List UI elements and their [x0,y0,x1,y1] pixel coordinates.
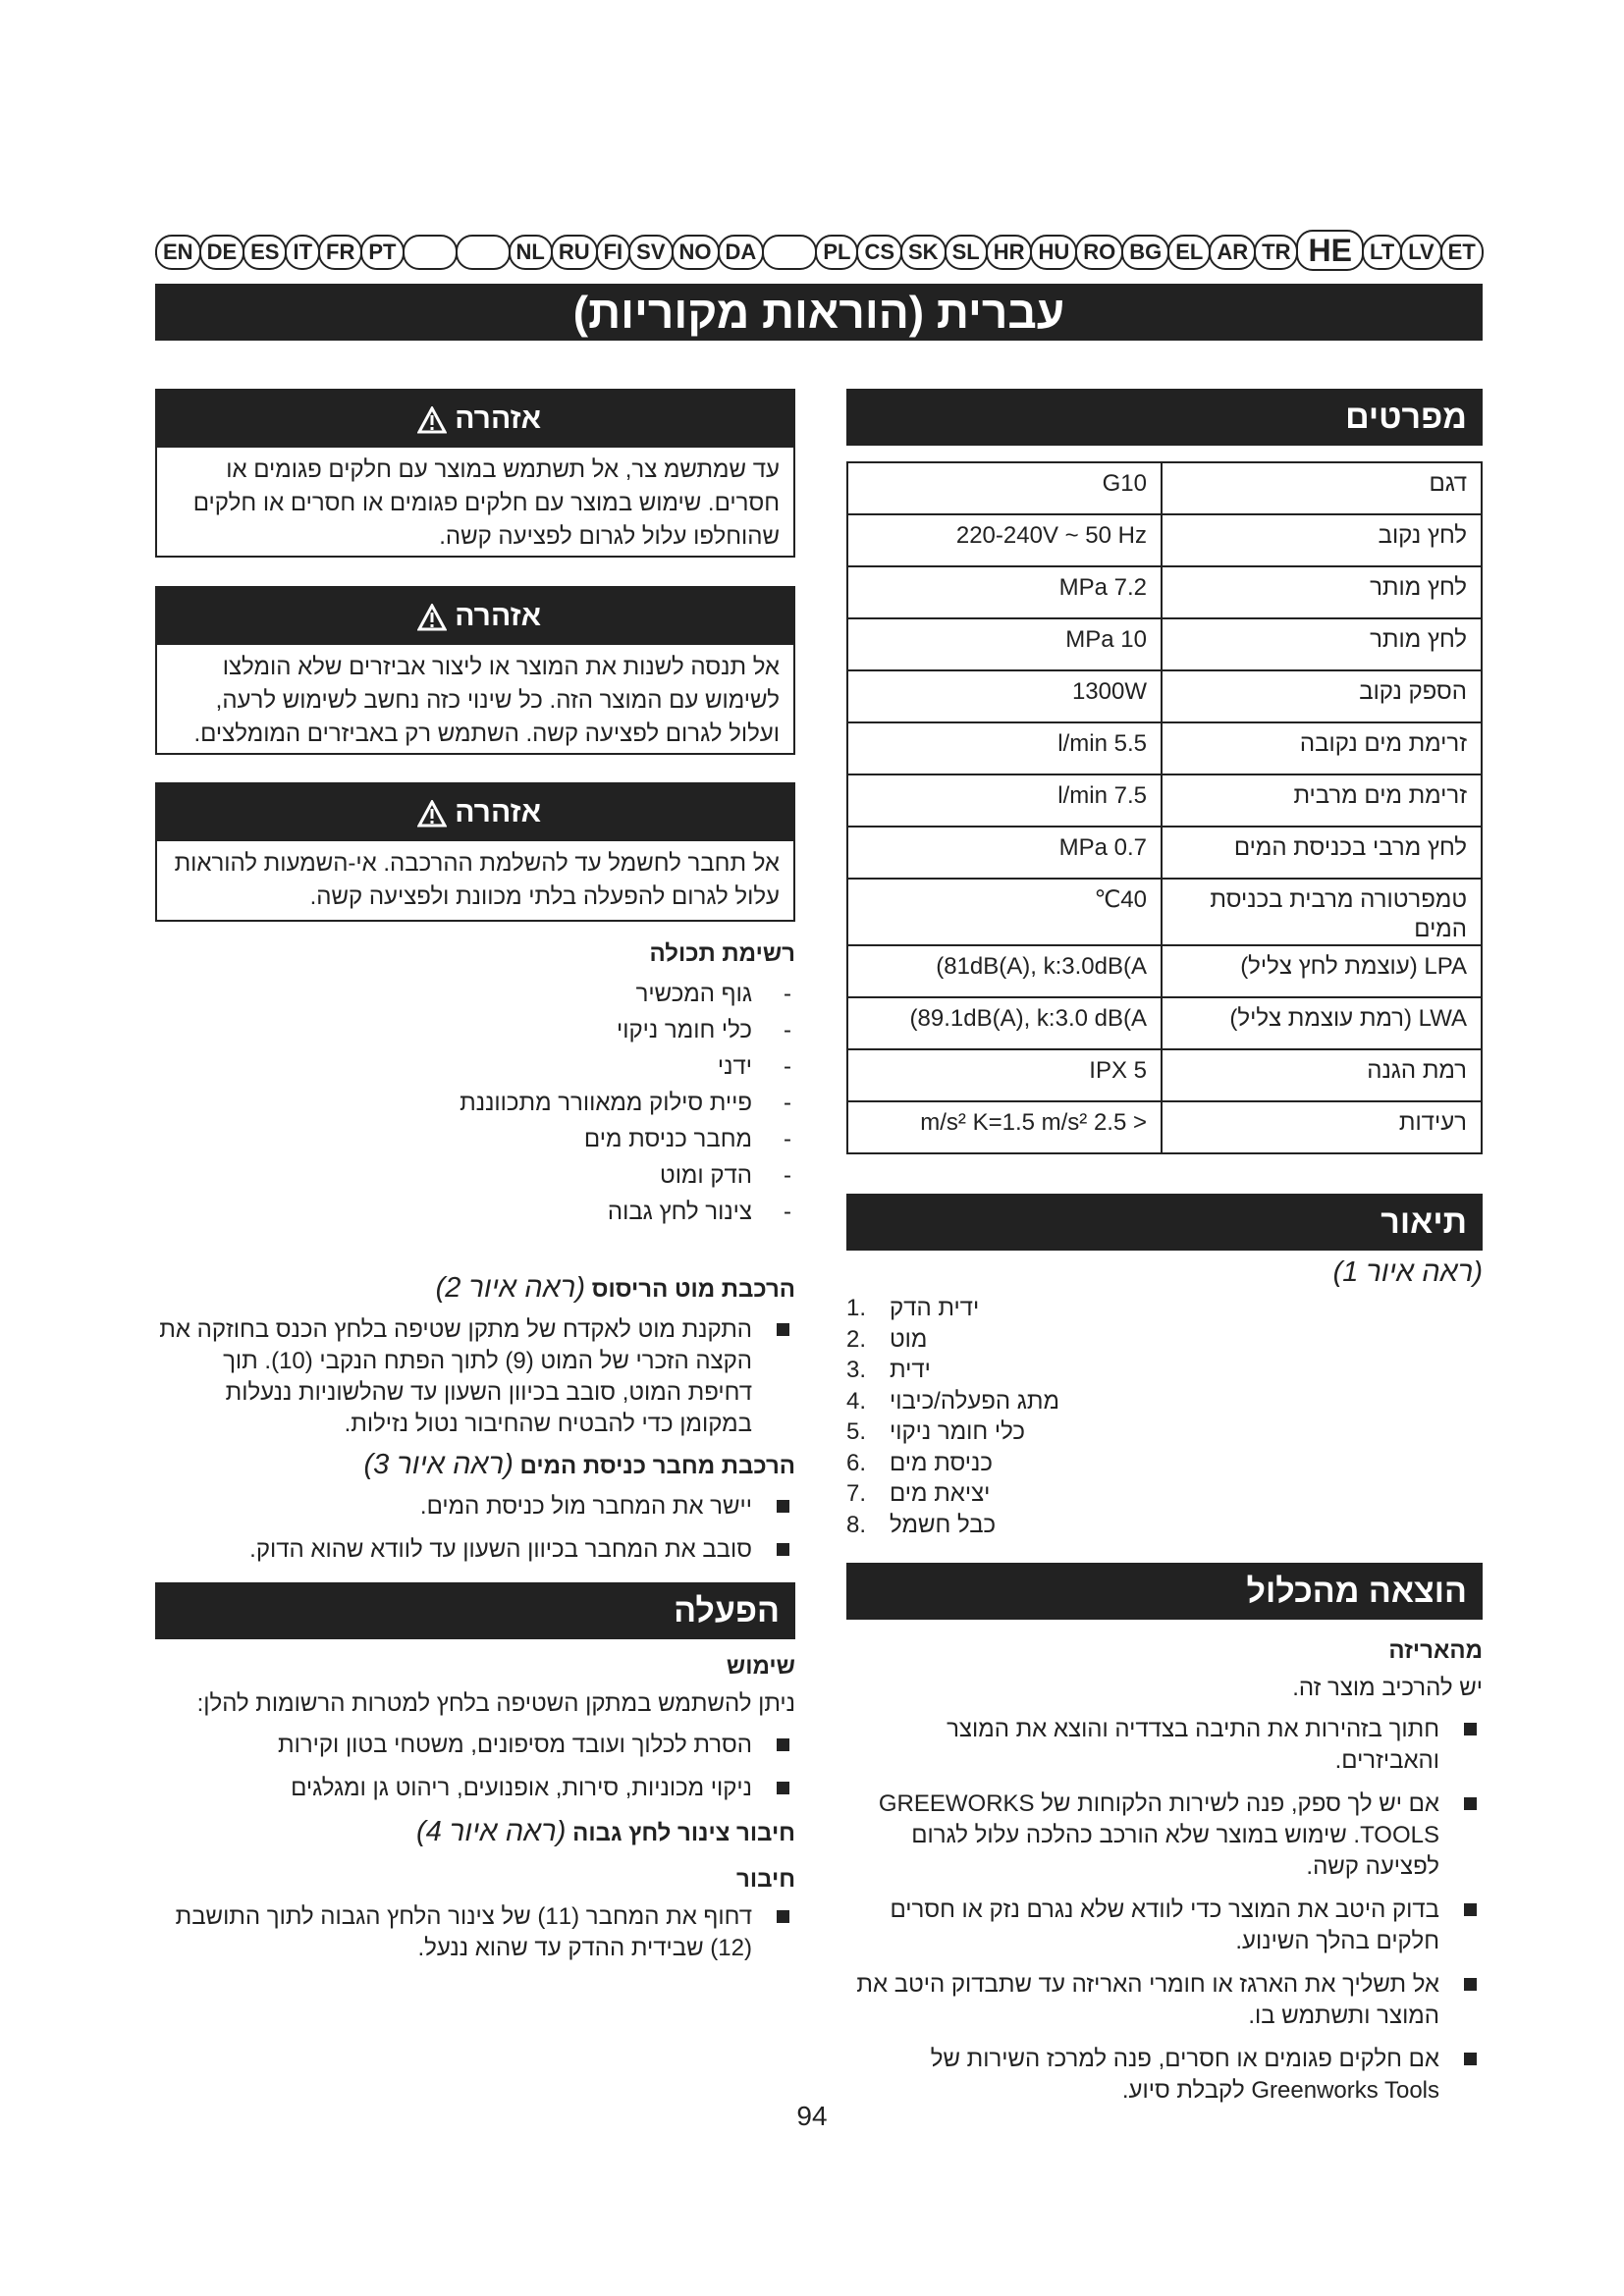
language-tab[interactable]: PL [815,235,858,270]
spec-value: MPa 10 [847,618,1162,670]
language-tab[interactable]: TR [1254,235,1298,270]
uses-list [155,1730,795,1804]
page-title: עברית (הוראות מקוריות) [155,284,1483,341]
spec-value: (81dB(A), k:3.0dB(A [847,945,1162,997]
language-tab[interactable]: AR [1209,235,1256,270]
assembly-water-list [155,1491,795,1566]
language-tab[interactable] [403,235,458,270]
language-tab[interactable]: CS [856,235,902,270]
language-tab[interactable]: NO [672,235,720,270]
spec-key: זרימת מים מרבית [1162,774,1482,827]
spec-row [847,997,1482,1049]
item-label: ידית [890,1357,931,1383]
spec-value: G10 [847,462,1162,514]
description-section [846,1194,1483,1540]
description-item [846,1448,1443,1479]
unpacking-item: חתוך בזהירות את התיבה בצדדיה והוצא את המוצר והאביזרים. [846,1714,1483,1777]
warning-header [157,784,793,841]
spec-value: l/min 5.5 [847,722,1162,774]
warning-triangle-icon [417,406,447,434]
spec-row [847,722,1482,774]
language-tab[interactable]: HR [986,235,1033,270]
use-item: ניקוי מכוניות, סירות, אופנועים, ריהוט גן ומגלגים [155,1773,795,1804]
item-label: כניסת מים [890,1449,993,1476]
unpacking-item: אם חלקים פגומים או חסרים, פנה למרכז השירות של Greenworks Tools לקבלת סיוע. [846,2044,1483,2107]
spec-row [847,945,1482,997]
unpacking-intro: יש להרכיב מוצר זה. [1292,1675,1483,1701]
spec-key: LWA (רמת עוצמת צליל) [1162,997,1482,1049]
unpacking-item: אל תשליך את הארגז או חומרי האריזה עד שתבדוק היטב את המוצר ותשתמש בו. [846,1969,1483,2032]
spec-row [847,514,1482,566]
spec-value: 220-240V ~ 50 Hz [847,514,1162,566]
connect-list [155,1901,795,1964]
item-number: 1. [846,1295,867,1321]
description-item [846,1386,1443,1417]
spec-key: לחץ מותר [1162,566,1482,618]
spec-value: ℃40 [847,879,1162,945]
language-tab[interactable]: SL [945,235,988,270]
item-number: 6. [846,1449,867,1476]
item-label: ידית הדק [890,1295,980,1321]
assembly-spray-list [155,1314,795,1440]
description-list [846,1293,1483,1540]
specs-header: מפרטים [846,389,1483,446]
description-item [846,1510,1443,1541]
assembly-spray-title: הרכבת מוט הריסוס [591,1276,795,1303]
unpacking-item: בדוק היטב את המוצר כדי לוודא שלא נגרם נזק או חסרים חלקים בהלך השינוע. [846,1895,1483,1957]
spec-row [847,1049,1482,1101]
figure-ref: (ראה איור 1) [1332,1256,1483,1288]
language-tab[interactable]: EL [1167,235,1211,270]
operation-section [155,1582,795,1976]
kit-list [155,976,795,1230]
uses-title: שימוש [726,1653,795,1680]
warning-header [157,588,793,645]
warning-triangle-icon [417,800,447,828]
item-label: יציאת מים [890,1480,991,1507]
spec-value: IPX 5 [847,1049,1162,1101]
language-tab[interactable]: NL [509,235,553,270]
language-tab-strip [155,234,1483,273]
description-item [846,1416,1443,1448]
warning-box-3 [155,782,795,922]
spec-key: דגם [1162,462,1482,514]
assembly-spray-section [155,1272,795,1452]
unpacking-subtitle: מהאריזה [1388,1637,1483,1664]
warning-title: אזהרה [455,600,542,632]
item-label: כבל חשמל [890,1511,997,1538]
spec-row [847,618,1482,670]
spec-key: לחץ מותר [1162,618,1482,670]
uses-intro: ניתן להשתמש במתקן השטיפה בלחץ למטרות הרשומות להלן: [196,1690,795,1717]
language-tab[interactable]: ES [243,235,287,270]
unpacking-list [846,1714,1483,2107]
kit-section [155,940,795,1230]
language-tab[interactable] [762,235,817,270]
specs-table [846,461,1483,1154]
kit-item: - הדק ומוט [155,1157,795,1194]
hose-title: חיבור צינור לחץ גבוה [572,1820,795,1846]
spec-key: רמת הגנה [1162,1049,1482,1101]
language-tab[interactable]: DE [199,235,245,270]
instruction-item: יישר את המחבר מול כניסת המים. [155,1491,795,1522]
language-tab[interactable]: SV [628,235,673,270]
unpacking-header: הוצאה מהכלול [846,1563,1483,1620]
specs-section [846,389,1483,1154]
description-header: תיאור [846,1194,1483,1251]
spec-row [847,462,1482,514]
spec-row [847,827,1482,879]
language-tab[interactable]: LV [1400,235,1441,270]
spec-key: הספק נקוב [1162,670,1482,722]
warning-text: אל תנסה לשנות את המוצר או ליצור אביזרים שלא הומלצו לשימוש עם המוצר הזה. כל שינוי כזה נחשב לשימוש לרעה, ועלול לגרום לפציעה קשה. השתמש רק באביזרים המומלצים. [193,654,780,747]
warning-box-1 [155,389,795,558]
figure-ref: (ראה איור 4) [416,1816,567,1847]
instruction-item: דחוף את המחבר (11) של צינור הלחץ הגבוה לתוך התושבת (12) שבידית ההדק עד שהוא ננעל. [155,1901,795,1964]
warning-title: אזהרה [455,796,542,828]
kit-item: - כלי חומר ניקוי [155,1012,795,1048]
kit-item: - מחבר כניסת מים [155,1121,795,1157]
instruction-item: סובב את המחבר בכיוון השעון עד לוודא שהוא הדוק. [155,1534,795,1566]
spec-key: זרימת מים נקובה [1162,722,1482,774]
description-item [846,1355,1443,1386]
spec-value: (89.1dB(A), k:3.0 dB(A [847,997,1162,1049]
spec-key: לחץ מרבי בכניסת המים [1162,827,1482,879]
language-tab[interactable]: ET [1440,235,1484,270]
language-tab[interactable]: LT [1362,235,1402,270]
spec-row [847,879,1482,945]
language-tab[interactable]: RO [1075,235,1123,270]
warning-text: עד שמתשמ צר, אל תשתמש במוצר עם חלקים פגומים או חסרים. שימוש במוצר עם חלקים פגומים או חסרים או חלקים שהוחלפו עלול לגרום לפציעה קשה. [192,456,780,550]
kit-item: - צינור לחץ גבוה [155,1194,795,1230]
spec-value: l/min 7.5 [847,774,1162,827]
language-tab[interactable]: PT [360,235,404,270]
item-number: 4. [846,1387,867,1415]
kit-title: רשימת תכולה [649,940,795,967]
spec-row [847,566,1482,618]
language-tab[interactable]: BG [1121,235,1169,270]
assembly-water-section [155,1449,795,1577]
kit-item: - פיית סילוק ממאוורר מתכווננת [155,1085,795,1121]
language-tabs [155,234,1482,271]
item-label: כלי חומר ניקוי [890,1418,1025,1445]
language-tab[interactable]: EN [155,235,201,270]
spec-value: MPa 0.7 [847,827,1162,879]
item-number: 8. [846,1511,867,1538]
spec-row [847,1101,1482,1153]
warning-title: אזהרה [455,402,542,435]
operation-header: הפעלה [155,1582,795,1639]
assembly-water-title: הרכבת מחבר כניסת המים [519,1453,795,1479]
kit-item: - ידני [155,1048,795,1085]
language-tab[interactable] [456,235,511,270]
spec-key: טמפרטורה מרבית בכניסת המים [1162,879,1482,945]
warning-text: אל תחבר לחשמל עד להשלמת ההרכבה. אי-השמעות להוראות עלול לגרום להפעלה בלתי מכוונת ולפציעה קשה. [174,850,780,910]
item-number: 2. [846,1325,867,1353]
connect-title: חיבור [736,1866,795,1893]
description-item [846,1478,1443,1510]
language-tab[interactable]: IT [285,235,320,270]
language-tab[interactable]: FI [596,235,631,270]
warning-header [157,391,793,448]
spec-value: MPa 7.2 [847,566,1162,618]
item-number: 3. [846,1357,867,1383]
language-tab[interactable]: SK [900,235,947,270]
unpacking-item: אם יש לך ספק, פנה לשירות הלקוחות של GREEWORKS TOOLS. שימוש במוצר שלא הורכב כהלכה עלול לגרום לפציעה קשה. [846,1789,1483,1883]
item-number: 5. [846,1418,867,1445]
instruction-item: התקנת מוט לאקדח של מתקן שטיפה בלחץ הכנס בחוזקה את הקצה הזכרי של המוט (9) לתוך הפתח הנקבי (10). תוך דחיפת המוט, סובב בכיוון השעון עד שהלשוניות ננעלות במקומן כדי להבטיח שהחיבור נטול נזילות. [155,1314,795,1440]
language-tab[interactable]: HU [1030,235,1077,270]
spec-row [847,670,1482,722]
language-tab[interactable]: HE [1296,230,1363,271]
language-tab[interactable]: FR [318,235,362,270]
figure-ref: (ראה איור 3) [363,1449,514,1480]
page-number: 94 [796,2101,828,2131]
spec-value: 1300W [847,670,1162,722]
language-tab[interactable]: DA [718,235,765,270]
use-item: הסרת לכלוך ועובד מסיפונים, משטחי בטון וקירות [155,1730,795,1761]
spec-key: LPA (עוצמת לחץ צליל) [1162,945,1482,997]
figure-ref: (ראה איור 2) [435,1272,586,1304]
spec-value: m/s² K=1.5 m/s² 2.5 > [847,1101,1162,1153]
item-label: מוט [890,1325,928,1353]
description-item [846,1293,1443,1324]
spec-key: לחץ נקוב [1162,514,1482,566]
item-label: מתג הפעלה/כיבוי [890,1387,1059,1415]
description-item [846,1324,1443,1356]
spec-key: רעידות [1162,1101,1482,1153]
warning-triangle-icon [417,604,447,631]
item-number: 7. [846,1480,867,1507]
kit-item: - גוף המכשיר [155,976,795,1012]
spec-row [847,774,1482,827]
language-tab[interactable]: RU [551,235,598,270]
warning-box-2 [155,586,795,755]
unpacking-section [846,1563,1483,2118]
